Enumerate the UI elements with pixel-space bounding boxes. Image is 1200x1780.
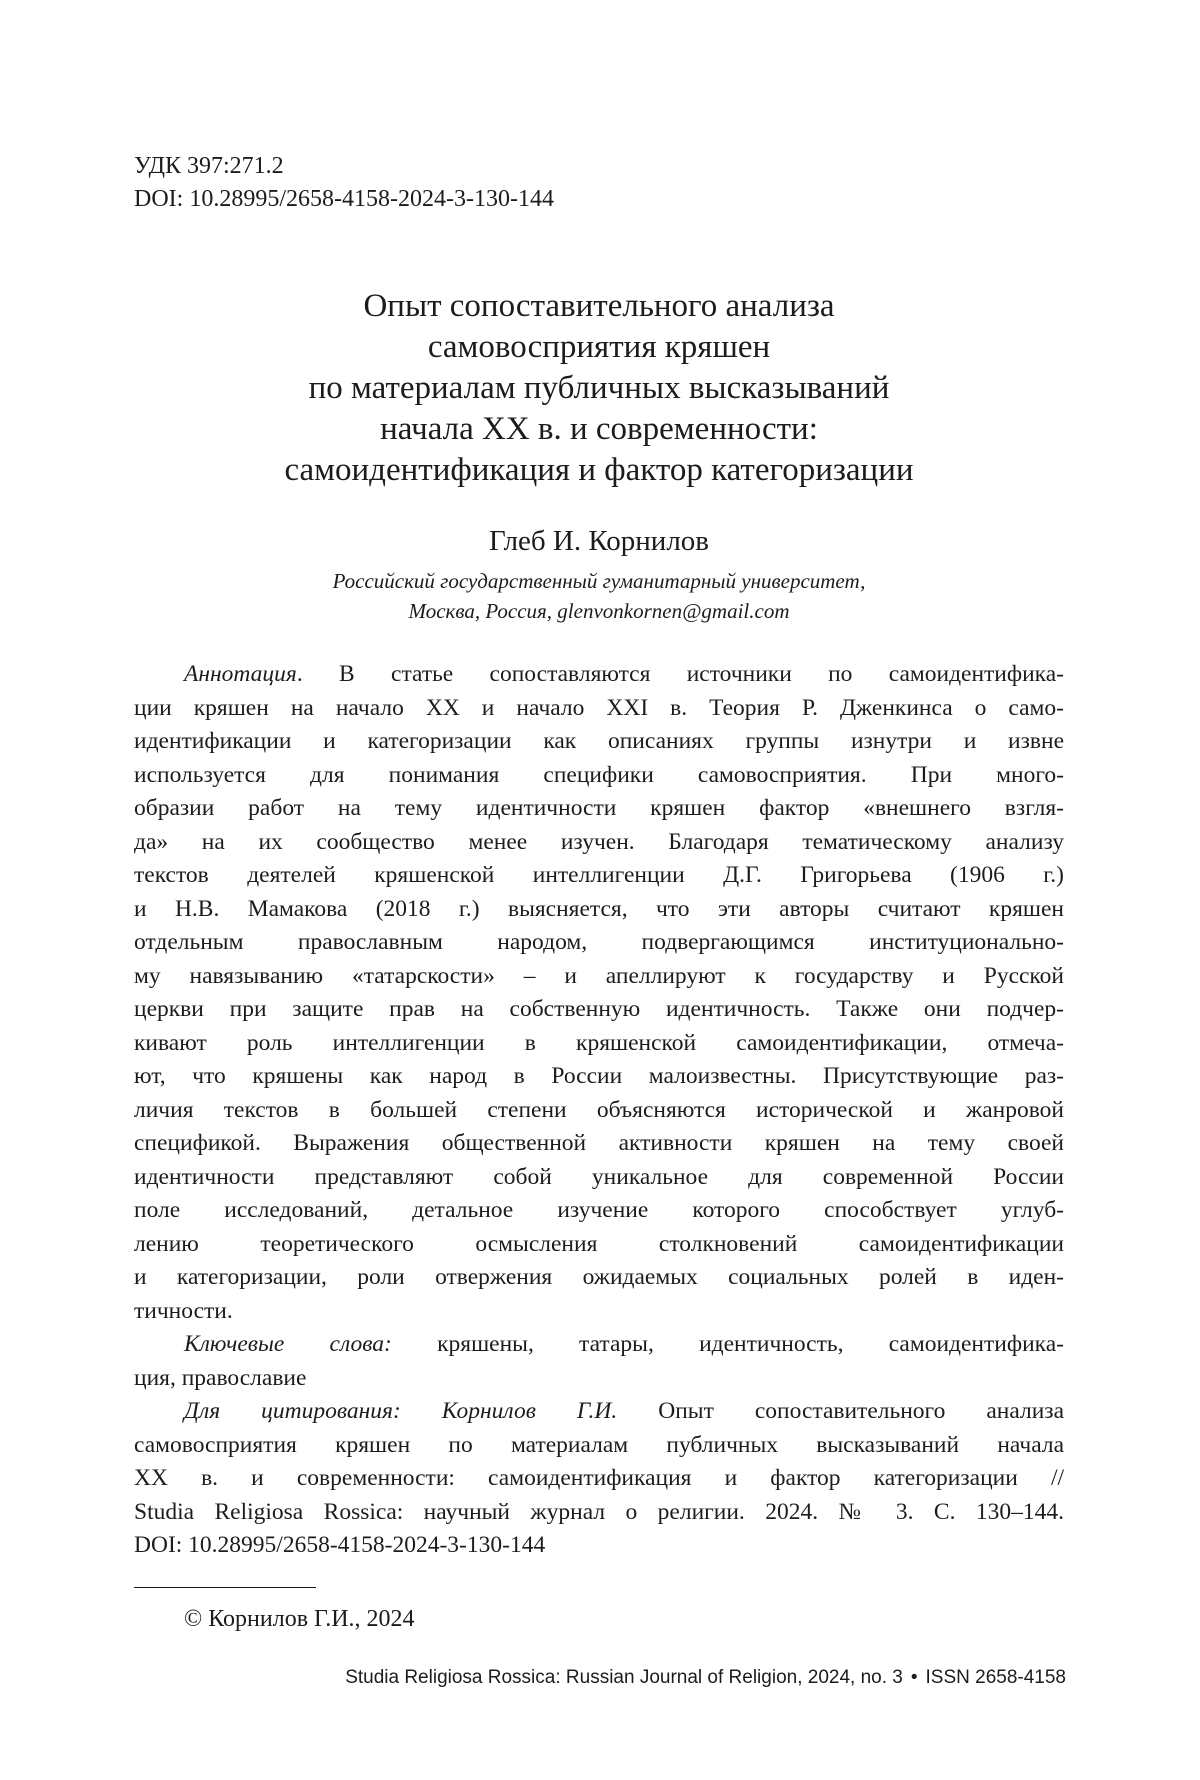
affiliation-line: Москва, Россия, glenvonkornen@gmail.com <box>408 599 790 623</box>
title-line: самоидентификация и фактор категоризации <box>284 452 914 488</box>
title-line: начала XX в. и современности: <box>380 411 818 447</box>
title-line: самовосприятия кряшен <box>427 329 771 365</box>
abstract-line: да» на их сообщество менее изучен. Благодаря тематическому анализу <box>134 828 1064 855</box>
abstract-line: тичности. <box>134 1297 233 1324</box>
abstract-line: личия текстов в большей степени объясняются исторической и жанровой <box>134 1096 1064 1123</box>
abstract-line: и категоризации, роли отвержения ожидаемых социальных ролей в иден- <box>134 1264 1064 1290</box>
citation <box>134 1395 1064 1563</box>
abstract-line: идентификации и категоризации как описаниях группы изнутри и извне <box>134 728 1064 754</box>
title-line: по материалам публичных высказываний <box>308 370 890 406</box>
abstract-line: используется для понимания специфики самовосприятия. При много- <box>134 761 1064 788</box>
issn: ISSN 2658-4158 <box>925 1667 1066 1688</box>
affiliation-line: Российский государственный гуманитарный университет, <box>332 569 866 593</box>
keywords-line: Ключевые слова: кряшены, татары, идентичность, самоидентифика- <box>184 1331 1064 1357</box>
citation-line: XX в. и современности: самоидентификация и фактор категоризации // <box>134 1465 1064 1491</box>
keywords <box>134 1328 1064 1395</box>
citation-line: Studia Religiosa Rossica: научный журнал о религии. 2024. № 3. С. 130–144. <box>134 1498 1064 1525</box>
udc-code: УДК 397:271.2 <box>134 153 284 179</box>
abstract-line: спецификой. Выражения общественной активности кряшен на тему своей <box>134 1130 1064 1156</box>
abstract-line: текстов деятелей кряшенской интеллигенции Д.Г. Григорьева (1906 г.) <box>134 862 1064 888</box>
keywords-label: Ключевые слова: <box>184 1331 392 1357</box>
citation-label: Для цитирования: Корнилов Г.И. <box>184 1398 618 1424</box>
keywords-line: ция, православие <box>134 1364 307 1391</box>
doi-line: DOI: 10.28995/2658-4158-2024-3-130-144 <box>134 186 554 212</box>
abstract-line: церкви при защите прав на собственную идентичность. Также они подчер- <box>134 996 1064 1022</box>
abstract-line: и Н.В. Мамакова (2018 г.) выясняется, что эти авторы считают кряшен <box>134 895 1064 922</box>
abstract-line: образии работ на тему идентичности кряшен фактор «внешнего взгля- <box>134 795 1064 821</box>
abstract-line: отдельным православным народом, подвергающимся институционально- <box>134 929 1064 955</box>
abstract-label: Аннотация <box>184 661 297 687</box>
abstract-line: поле исследований, детальное изучение которого способствует углуб- <box>134 1197 1064 1223</box>
abstract <box>134 658 1064 1328</box>
citation-doi: DOI: 10.28995/2658-4158-2024-3-130-144 <box>134 1532 546 1558</box>
citation-line: Для цитирования: Корнилов Г.И. Опыт сопоставительного анализа <box>184 1398 1064 1424</box>
abstract-line: ют, что кряшены как народ в России малоизвестны. Присутствующие раз- <box>134 1063 1064 1089</box>
footer-separator: • <box>910 1667 918 1688</box>
footnote-divider <box>134 1587 316 1588</box>
abstract-line: ции кряшен на начало XX и начало XXI в. Теория Р. Дженкинса о само- <box>134 694 1064 721</box>
article-body <box>134 658 1064 1563</box>
abstract-line: Аннотация. В статье сопоставляются источники по самоидентифика- <box>184 661 1064 687</box>
abstract-line: му навязыванию «татарскости» – и апеллируют к государству и Русской <box>134 962 1064 989</box>
journal-name: Studia Religiosa Rossica: Russian Journal of Religion, 2024, no. 3 <box>345 1667 903 1688</box>
article-meta <box>134 150 554 216</box>
abstract-line: кивают роль интеллигенции в кряшенской самоидентификации, отмеча- <box>134 1029 1064 1056</box>
copyright-notice: © Корнилов Г.И., 2024 <box>184 1606 415 1632</box>
abstract-line: лению теоретического осмысления столкновений самоидентификации <box>134 1230 1064 1257</box>
article-title <box>134 286 1064 491</box>
title-line: Опыт сопоставительного анализа <box>363 288 835 324</box>
author-name: Глеб И. Корнилов <box>489 525 709 557</box>
abstract-line: идентичности представляют собой уникальное для современной России <box>134 1163 1064 1190</box>
journal-footer <box>345 1666 1066 1690</box>
author-affiliation <box>134 566 1064 626</box>
citation-line: самовосприятия кряшен по материалам публичных высказываний начала <box>134 1431 1064 1458</box>
